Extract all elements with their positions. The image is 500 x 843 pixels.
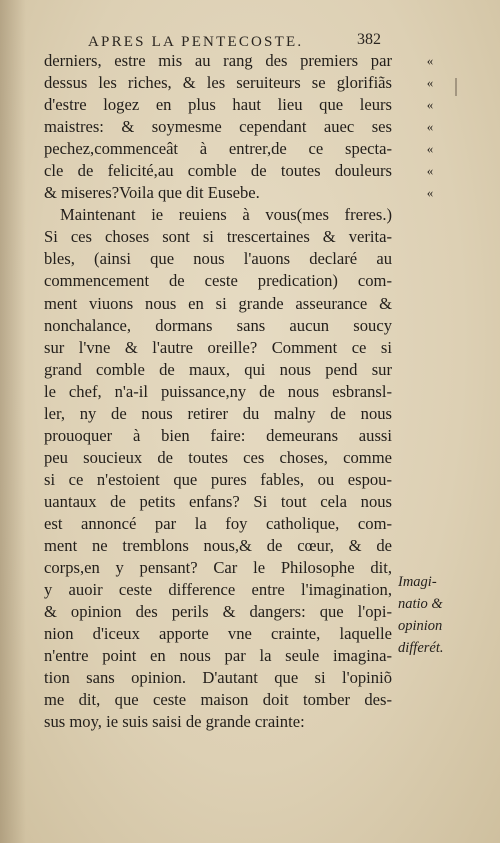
quote-mark: « xyxy=(426,141,434,157)
margin-note-line: natio & xyxy=(398,596,443,612)
running-title: APRES LA PENTECOSTE. xyxy=(88,34,304,50)
text-line: y auoir ceste difference entre l'imagination, xyxy=(44,580,392,600)
margin-note xyxy=(398,571,496,659)
quote-mark: « xyxy=(426,185,434,201)
text-line: me dit, que ceste maison doit tomber des- xyxy=(44,690,392,710)
quote-mark: « xyxy=(426,163,434,179)
text-line: dessus les riches, & les seruiteurs se glorifiãs xyxy=(44,73,392,93)
margin-note-line: Imagi- xyxy=(398,574,437,590)
main-text xyxy=(44,50,392,733)
text-line: grand comble de maux, qui nous pend sur xyxy=(44,359,392,379)
text-line: & opinion des perils & dangers: que l'opi- xyxy=(44,602,392,622)
text-line: prouoquer à bien faire: demeurans aussi xyxy=(44,425,392,445)
text-line: commencement de ceste predication) com- xyxy=(44,271,392,291)
quote-mark: « xyxy=(426,75,434,91)
text-line: sur l'vne & l'autre oreille? Comment ce si xyxy=(44,337,392,357)
text-line: nion d'iceux apporte vne crainte, laquelle xyxy=(44,624,392,644)
quote-mark: « xyxy=(426,97,434,113)
spine-shadow xyxy=(0,0,26,843)
text-line: d'estre logez en plus haut lieu que leurs xyxy=(44,95,392,115)
text-line: sus moy, ie suis saisi de grande crainte: xyxy=(44,712,305,732)
text-line: pechez,commenceât à entrer,de ce specta- xyxy=(44,139,392,159)
margin-note-line: differét. xyxy=(398,640,444,656)
text-line: tion sans opinion. D'autant que si l'opiniõ xyxy=(44,668,392,688)
text-line: bles, (ainsi que nous l'auons declaré au xyxy=(44,249,392,269)
text-line: derniers, estre mis au rang des premiers par xyxy=(44,51,392,70)
quotation-marks-column xyxy=(420,50,440,204)
page-number: 382 xyxy=(357,31,381,48)
text-line: nonchalance, dormans sans aucun soucy xyxy=(44,315,392,335)
text-line: & miseres?Voila que dit Eusebe. xyxy=(44,183,260,203)
text-line: n'entre point en nous par la seule imagina- xyxy=(44,646,392,666)
text-line: uantaux de petits enfans? Si tout cela nous xyxy=(44,491,392,511)
paragraph-start-line: Maintenant ie reuiens à vous(mes freres.) xyxy=(60,205,392,225)
text-line: ment ne tremblons nous,& de cœur, & de xyxy=(44,536,392,556)
quote-mark: « xyxy=(426,53,434,68)
quote-mark: « xyxy=(426,119,434,135)
text-line: Si ces choses sont si trescertaines & verita- xyxy=(44,227,392,247)
text-line: peu soucieux de toutes ces choses, comme xyxy=(44,447,392,467)
text-line: ment viuons nous en si grande asseurance & xyxy=(44,293,392,313)
text-line: le chef, n'a-il puissance,ny de nous esbransl- xyxy=(44,381,392,401)
text-line: si ce n'estoient que pures fables, ou espou- xyxy=(44,469,392,489)
text-line: ler, ny de nous retirer du malny de nous xyxy=(44,403,392,423)
margin-ink-mark xyxy=(455,78,457,96)
text-line: est annoncé par la foy catholique, com- xyxy=(44,513,392,533)
text-line: corps,en y pensant? Car le Philosophe dit, xyxy=(44,558,392,578)
text-line: maistres: & soymesme cependant auec ses xyxy=(44,117,392,137)
text-line: cle de felicité,au comble de toutes douleurs xyxy=(44,161,392,181)
margin-note-line: opinion xyxy=(398,618,443,634)
